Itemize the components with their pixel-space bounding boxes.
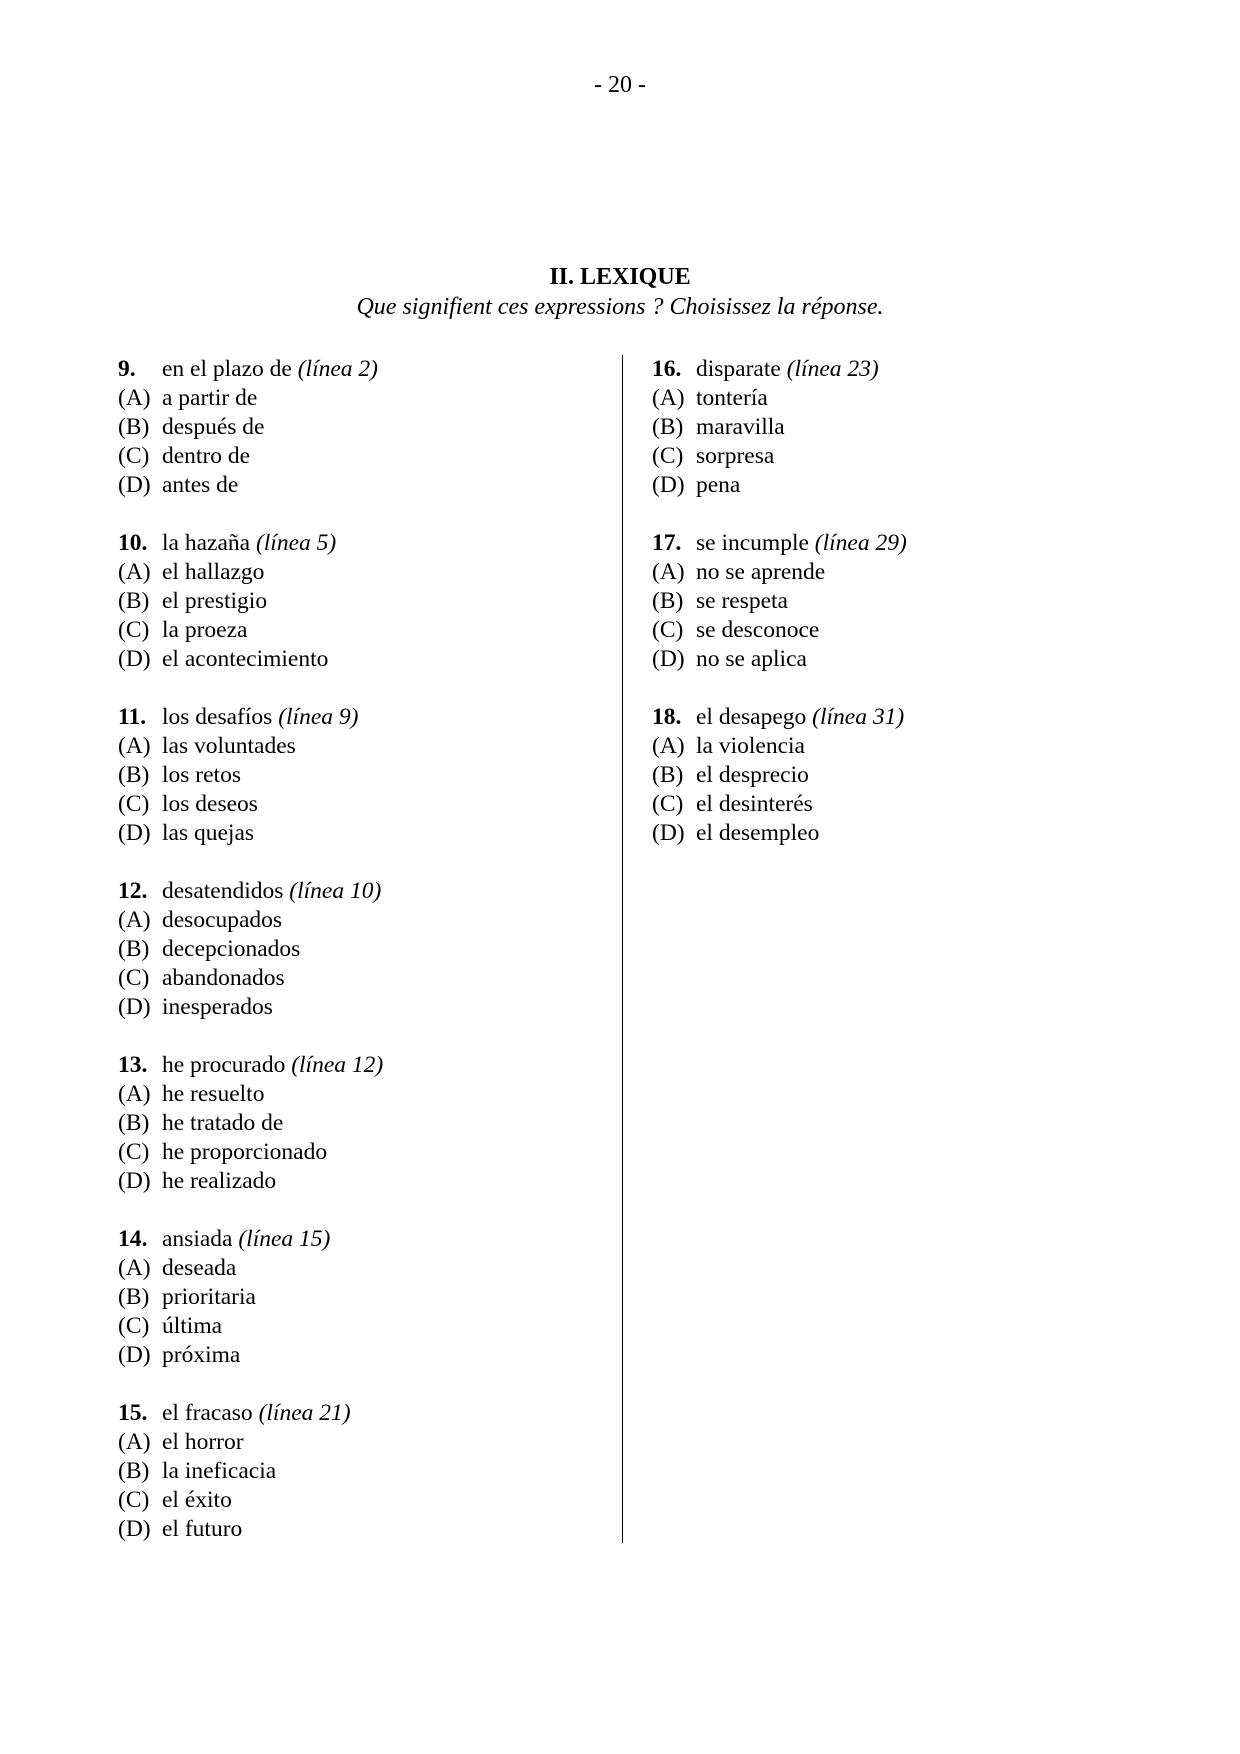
- page-number: - 20 -: [594, 72, 646, 98]
- option-text: las quejas: [162, 820, 255, 846]
- answer-option: [118, 732, 598, 761]
- option-text: los retos: [162, 762, 241, 788]
- section-instructions: Que signifient ces expressions ? Choisissez la réponse.: [356, 294, 884, 320]
- option-text: inesperados: [162, 994, 273, 1020]
- option-letter: (B): [652, 588, 684, 614]
- option-text: tontería: [696, 385, 768, 411]
- option-letter: (D): [118, 472, 151, 498]
- answer-option: [118, 819, 598, 848]
- answer-option: [118, 1486, 598, 1515]
- option-text: el desprecio: [696, 762, 809, 788]
- option-text: abandonados: [162, 965, 285, 991]
- option-text: a partir de: [162, 385, 258, 411]
- answer-option: [652, 616, 1132, 645]
- option-letter: (C): [118, 1487, 150, 1513]
- option-letter: (A): [118, 385, 151, 411]
- question-15: [118, 1399, 598, 1544]
- option-text: he tratado de: [162, 1110, 284, 1136]
- answer-option: [118, 964, 598, 993]
- option-letter: (B): [118, 1458, 150, 1484]
- answer-option: [118, 790, 598, 819]
- answer-option: [118, 906, 598, 935]
- question-line: [652, 529, 1132, 558]
- option-text: el futuro: [162, 1516, 243, 1542]
- option-letter: (A): [118, 559, 151, 585]
- column-divider: [622, 355, 623, 1543]
- option-text: el desempleo: [696, 820, 820, 846]
- question-expression: se incumple: [696, 530, 809, 556]
- option-text: he proporcionado: [162, 1139, 328, 1165]
- option-letter: (D): [652, 646, 685, 672]
- option-text: después de: [162, 414, 265, 440]
- option-letter: (D): [118, 1168, 151, 1194]
- option-letter: (B): [652, 414, 684, 440]
- option-letter: (C): [118, 965, 150, 991]
- answer-option: [118, 1312, 598, 1341]
- option-letter: (D): [118, 646, 151, 672]
- question-18: [652, 703, 1132, 848]
- option-letter: (D): [118, 994, 151, 1020]
- question-expression: ansiada: [162, 1226, 233, 1252]
- option-text: el prestigio: [162, 588, 268, 614]
- answer-option: [118, 413, 598, 442]
- answer-option: [118, 1428, 598, 1457]
- answer-option: [118, 935, 598, 964]
- question-line-reference: (línea 23): [786, 356, 879, 382]
- option-letter: (D): [118, 1516, 151, 1542]
- question-expression: en el plazo de: [162, 356, 292, 382]
- answer-option: [652, 645, 1132, 674]
- option-text: la violencia: [696, 733, 805, 759]
- question-line: [118, 529, 598, 558]
- question-line-reference: (línea 10): [289, 878, 382, 904]
- answer-option: [118, 1167, 598, 1196]
- option-text: la proeza: [162, 617, 248, 643]
- option-text: el acontecimiento: [162, 646, 329, 672]
- question-line-reference: (línea 9): [278, 704, 359, 730]
- option-letter: (D): [118, 1342, 151, 1368]
- option-text: desocupados: [162, 907, 283, 933]
- question-line: [652, 703, 1132, 732]
- option-text: no se aprende: [696, 559, 826, 585]
- answer-option: [652, 587, 1132, 616]
- question-expression: he procurado: [162, 1052, 286, 1078]
- option-letter: (C): [652, 443, 684, 469]
- question-line: [118, 877, 598, 906]
- option-text: la ineficacia: [162, 1458, 277, 1484]
- option-text: dentro de: [162, 443, 251, 469]
- option-text: no se aplica: [696, 646, 807, 672]
- question-9: [118, 355, 598, 500]
- question-14: [118, 1225, 598, 1370]
- question-line: [118, 355, 598, 384]
- option-text: antes de: [162, 472, 239, 498]
- option-letter: (B): [118, 588, 150, 614]
- question-number: 13.: [118, 1052, 148, 1078]
- section-title: II. LEXIQUE: [549, 264, 691, 290]
- question-16: [652, 355, 1132, 500]
- answer-option: [652, 732, 1132, 761]
- option-text: el desinterés: [696, 791, 813, 817]
- answer-option: [118, 587, 598, 616]
- answer-option: [118, 993, 598, 1022]
- option-text: las voluntades: [162, 733, 296, 759]
- option-letter: (D): [118, 820, 151, 846]
- option-text: decepcionados: [162, 936, 301, 962]
- question-line-reference: (línea 29): [814, 530, 907, 556]
- question-number: 16.: [652, 356, 682, 382]
- question-number: 17.: [652, 530, 682, 556]
- question-number: 15.: [118, 1400, 148, 1426]
- answer-option: [652, 790, 1132, 819]
- option-letter: (B): [118, 1284, 150, 1310]
- answer-option: [118, 384, 598, 413]
- question-expression: disparate: [696, 356, 781, 382]
- question-17: [652, 529, 1132, 674]
- questions-column-left: [118, 355, 598, 1573]
- option-letter: (C): [652, 617, 684, 643]
- option-letter: (C): [118, 617, 150, 643]
- answer-option: [652, 384, 1132, 413]
- question-line-reference: (línea 2): [297, 356, 378, 382]
- question-line-reference: (línea 21): [258, 1400, 351, 1426]
- answer-option: [652, 558, 1132, 587]
- option-letter: (B): [118, 936, 150, 962]
- option-letter: (A): [118, 733, 151, 759]
- answer-option: [118, 471, 598, 500]
- option-text: se desconoce: [696, 617, 820, 643]
- question-11: [118, 703, 598, 848]
- option-letter: (B): [118, 1110, 150, 1136]
- option-letter: (B): [652, 762, 684, 788]
- question-line: [118, 1399, 598, 1428]
- option-text: el éxito: [162, 1487, 232, 1513]
- option-letter: (B): [118, 414, 150, 440]
- question-number: 12.: [118, 878, 148, 904]
- question-number: 11.: [118, 704, 147, 730]
- option-text: los deseos: [162, 791, 258, 817]
- questions-column-right: [652, 355, 1132, 877]
- answer-option: [118, 1138, 598, 1167]
- answer-option: [118, 1283, 598, 1312]
- option-text: deseada: [162, 1255, 237, 1281]
- option-letter: (A): [652, 385, 685, 411]
- option-letter: (A): [118, 907, 151, 933]
- question-number: 14.: [118, 1226, 148, 1252]
- answer-option: [652, 413, 1132, 442]
- question-expression: el fracaso: [162, 1400, 253, 1426]
- question-line: [118, 1225, 598, 1254]
- option-letter: (A): [118, 1255, 151, 1281]
- option-letter: (D): [652, 472, 685, 498]
- option-text: sorpresa: [696, 443, 775, 469]
- option-text: el hallazgo: [162, 559, 265, 585]
- answer-option: [118, 645, 598, 674]
- option-letter: (C): [652, 791, 684, 817]
- option-text: se respeta: [696, 588, 788, 614]
- answer-option: [118, 1515, 598, 1544]
- option-text: pena: [696, 472, 741, 498]
- question-12: [118, 877, 598, 1022]
- question-expression: la hazaña: [162, 530, 251, 556]
- question-line: [652, 355, 1132, 384]
- question-line: [118, 1051, 598, 1080]
- question-13: [118, 1051, 598, 1196]
- question-line-reference: (línea 12): [291, 1052, 384, 1078]
- answer-option: [118, 1109, 598, 1138]
- question-expression: los desafíos: [162, 704, 273, 730]
- option-letter: (D): [652, 820, 685, 846]
- option-letter: (C): [118, 1313, 150, 1339]
- option-letter: (A): [652, 559, 685, 585]
- option-text: próxima: [162, 1342, 241, 1368]
- question-expression: desatendidos: [162, 878, 284, 904]
- option-letter: (A): [118, 1081, 151, 1107]
- question-line-reference: (línea 5): [255, 530, 337, 556]
- option-text: he resuelto: [162, 1081, 265, 1107]
- question-number: 10.: [118, 530, 148, 556]
- answer-option: [652, 471, 1132, 500]
- option-letter: (A): [652, 733, 685, 759]
- answer-option: [118, 1254, 598, 1283]
- answer-option: [118, 761, 598, 790]
- option-text: última: [162, 1313, 223, 1339]
- answer-option: [118, 1341, 598, 1370]
- answer-option: [118, 558, 598, 587]
- question-number: 18.: [652, 704, 682, 730]
- question-10: [118, 529, 598, 674]
- option-text: he realizado: [162, 1168, 277, 1194]
- option-letter: (C): [118, 1139, 150, 1165]
- option-text: el horror: [162, 1429, 244, 1455]
- option-letter: (A): [118, 1429, 151, 1455]
- question-expression: el desapego: [696, 704, 807, 730]
- answer-option: [118, 616, 598, 645]
- answer-option: [652, 761, 1132, 790]
- answer-option: [118, 1080, 598, 1109]
- answer-option: [652, 442, 1132, 471]
- option-letter: (B): [118, 762, 150, 788]
- question-line: [118, 703, 598, 732]
- option-text: prioritaria: [162, 1284, 256, 1310]
- option-letter: (C): [118, 791, 150, 817]
- question-line-reference: (línea 31): [812, 704, 905, 730]
- answer-option: [652, 819, 1132, 848]
- answer-option: [118, 442, 598, 471]
- question-line-reference: (línea 15): [238, 1226, 331, 1252]
- question-number: 9.: [118, 356, 136, 382]
- answer-option: [118, 1457, 598, 1486]
- option-text: maravilla: [696, 414, 785, 440]
- option-letter: (C): [118, 443, 150, 469]
